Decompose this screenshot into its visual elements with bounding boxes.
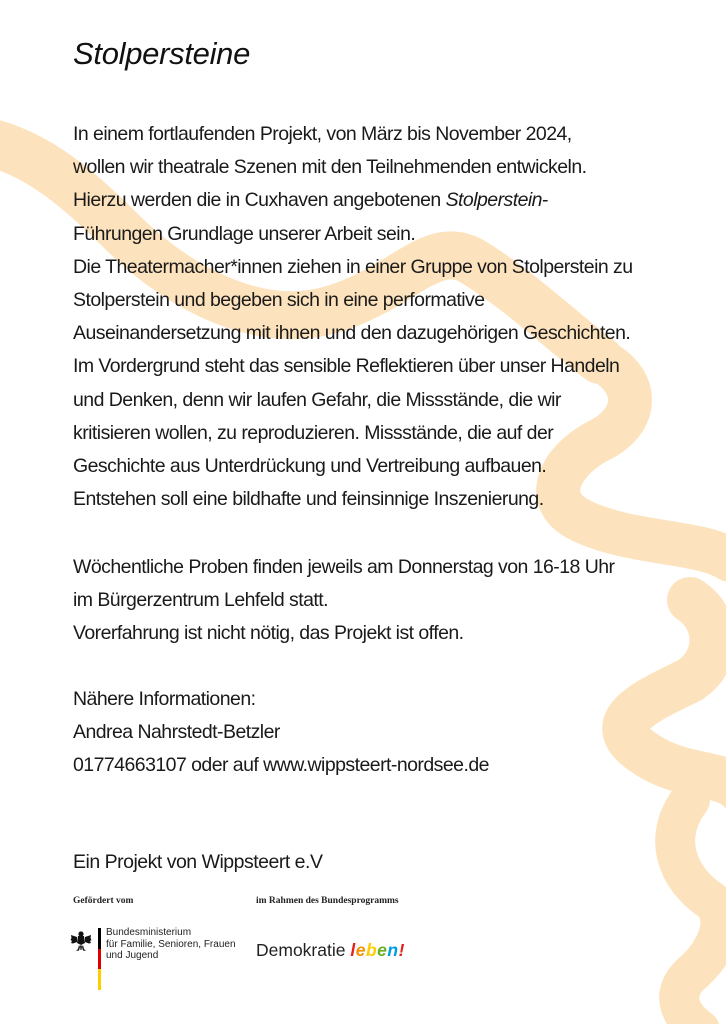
ministry-name-line: für Familie, Senioren, Frauen — [106, 938, 236, 950]
logo-letter: ! — [398, 940, 405, 960]
ministry-name — [106, 927, 236, 962]
schedule-line: Wöchentliche Proben finden jeweils am Donnerstag von 16-18 Uhr — [73, 556, 615, 578]
page-title: Stolpersteine — [73, 36, 251, 71]
description-line: Die Theatermacher*innen ziehen in einer Gruppe von Stolperstein zu — [73, 255, 633, 278]
description-line: In einem fortlaufenden Projekt, von März bis November 2024, — [73, 123, 572, 145]
emphasis-stolperstein: Stolperstein — [445, 189, 542, 212]
ministry-name-line: und Jugend — [106, 950, 159, 961]
logo-letter: l — [350, 940, 356, 960]
description-paragraph — [73, 118, 693, 516]
contact-name: Andrea Nahrstedt-Betzler — [73, 721, 280, 744]
description-line: Im Vordergrund steht das sensible Reflektieren über unser Handeln — [73, 355, 620, 378]
flag-stripe — [98, 928, 101, 949]
description-line: kritisieren wollen, zu reproduzieren. Missstände, die auf der — [73, 421, 554, 444]
description-line: Führungen Grundlage unserer Arbeit sein. — [73, 222, 416, 245]
description-line: wollen wir theatrale Szenen mit den Teilnehmenden entwickeln. — [73, 156, 587, 179]
schedule-line: Vorerfahrung ist nicht nötig, das Projekt ist offen. — [73, 622, 464, 645]
ministry-logo — [70, 924, 240, 992]
contact-info — [73, 683, 693, 783]
logo-letter: b — [365, 940, 378, 960]
flag-stripe — [98, 969, 101, 990]
description-line: Stolperstein und begeben sich in eine performative — [73, 288, 485, 311]
description-line: Auseinandersetzung mit ihnen und den dazugehörigen Geschichten. — [73, 322, 631, 345]
schedule-paragraph — [73, 551, 693, 651]
description-line: und Denken, denn wir laufen Gefahr, die Missstände, die wir — [73, 388, 561, 411]
description-line — [73, 184, 693, 217]
description-line: Geschichte aus Unterdrückung und Vertreibung aufbauen. — [73, 454, 547, 477]
logo-word-demokratie: Demokratie — [256, 940, 346, 960]
funded-by-label: Gefördert vom — [73, 896, 134, 906]
text-segment: Hierzu werden die in Cuxhaven angebotenen — [73, 189, 446, 212]
program-label: im Rahmen des Bundesprogramms — [256, 896, 399, 906]
description-line: Entstehen soll eine bildhafte und feinsinnige Inszenierung. — [73, 488, 544, 511]
contact-phone-website: 01774663107 oder auf www.wippsteert-nordsee.de — [73, 754, 489, 777]
logo-letter: e — [355, 940, 366, 960]
ministry-name-line: Bundesministerium — [106, 927, 192, 938]
info-heading: Nähere Informationen: — [73, 688, 256, 710]
german-flag-bar — [98, 928, 101, 990]
logo-letter: n — [387, 940, 399, 960]
logo-letter: e — [377, 940, 388, 960]
logo-word-leben — [350, 940, 405, 960]
demokratie-leben-logo — [256, 940, 405, 961]
schedule-line: im Bürgerzentrum Lehfeld statt. — [73, 589, 328, 612]
flag-stripe — [98, 949, 101, 970]
project-credit: Ein Projekt von Wippsteert e.V — [73, 851, 323, 873]
text-segment: - — [541, 189, 548, 212]
federal-eagle-icon — [70, 930, 92, 954]
